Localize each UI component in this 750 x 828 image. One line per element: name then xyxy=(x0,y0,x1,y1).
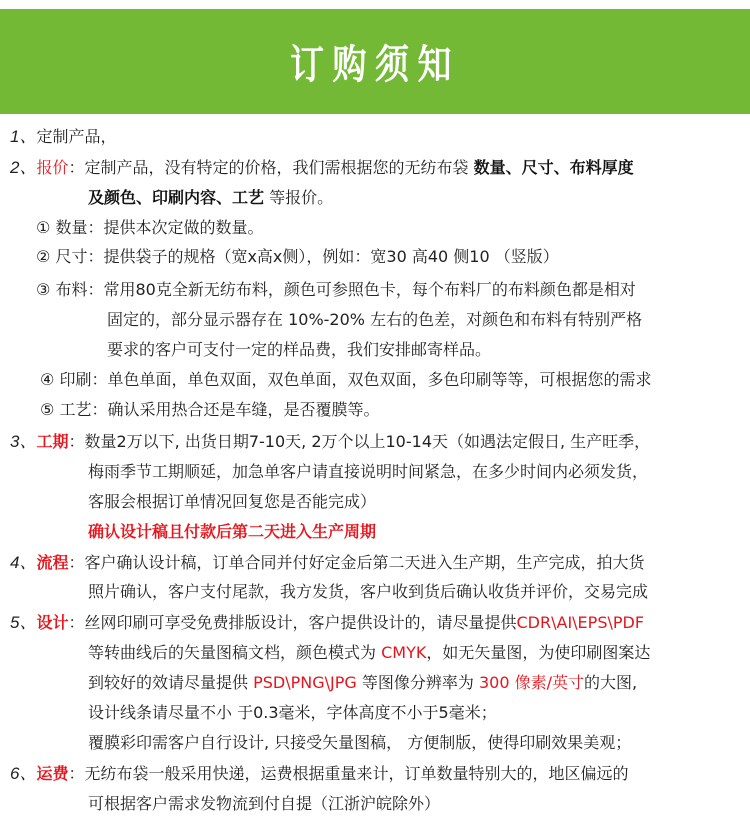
sub-item-printing xyxy=(40,370,651,390)
section-text: 定制产品， xyxy=(36,127,117,146)
item-text: ：提供本次定做的数量。 xyxy=(87,218,264,237)
section-text: 到较好的效请尽量提供 xyxy=(88,673,254,692)
section-text-bold: 数量、尺寸、布料厚度 xyxy=(473,158,634,177)
sub-item-fabric xyxy=(36,280,636,300)
file-formats-vector: CDR\AI\EPS\PDF xyxy=(516,613,645,632)
item-marker: ④ xyxy=(40,370,55,389)
section-text: 等报价。 xyxy=(264,188,334,207)
section-label: 工期 xyxy=(36,432,69,451)
section-3-notice xyxy=(88,522,376,542)
section-text: 等图像分辨率为 xyxy=(356,673,479,692)
section-text: ：无纺布袋一般采用快递，运费根据重量来计，订单数量特别大的，地区偏远的 xyxy=(68,764,629,783)
section-text: ：客户确认设计稿，订单合同并付好定金后第二天进入生产期，生产完成，拍大货 xyxy=(68,553,645,572)
file-formats-raster: PSD\PNG\JPG xyxy=(253,673,357,692)
section-2-quote xyxy=(10,158,634,178)
section-text: 照片确认，客户支付尾款，我方发货，客户收到货后确认收货并评价，交易完成 xyxy=(88,582,649,601)
section-text: 等转曲线后的矢量图稿文档，颜色模式为 xyxy=(88,643,382,662)
section-text: 可根据客户需求发物流到付自提（江浙沪皖除外） xyxy=(88,794,441,813)
section-text: 设计线条请尽量不小 于0.3毫米，字体高度不小于5毫米； xyxy=(88,703,497,722)
section-number: 5、 xyxy=(10,613,37,632)
section-5-design xyxy=(10,613,644,633)
section-text: ：数量2万以下, 出货日期7-10天, 2万个以上10-14天（如遇法定假日, 生产旺季， xyxy=(68,432,651,451)
section-3-lead-time xyxy=(10,432,650,452)
color-mode: CMYK xyxy=(381,643,427,662)
section-number: 6、 xyxy=(10,764,37,783)
sub-item-fabric-cont-2 xyxy=(107,340,491,360)
item-label: 数量 xyxy=(55,218,88,237)
item-label: 布料 xyxy=(55,280,88,299)
resolution: 300 像素/英寸 xyxy=(478,673,584,692)
item-text: 固定的，部分显示器存在 10%-20% 左右的色差，对颜色和布料有特别严格 xyxy=(107,310,643,329)
section-1 xyxy=(10,127,116,147)
section-5-line-3 xyxy=(88,673,637,693)
sub-item-fabric-cont-1 xyxy=(107,310,642,330)
section-6-shipping xyxy=(10,764,629,784)
section-label: 报价 xyxy=(36,158,69,177)
section-number: 1、 xyxy=(10,127,37,146)
section-6-line-2 xyxy=(88,794,440,814)
section-number: 2、 xyxy=(10,158,37,177)
section-3-line-2 xyxy=(88,462,648,482)
section-label: 设计 xyxy=(36,613,69,632)
item-label: 尺寸 xyxy=(55,247,88,266)
section-5-line-5 xyxy=(88,733,631,753)
section-5-line-4 xyxy=(88,703,497,723)
item-marker: ⑤ xyxy=(40,400,55,419)
item-marker: ③ xyxy=(36,280,51,299)
sub-item-quantity xyxy=(36,218,263,238)
section-text: ，如无矢量图，为使印刷图案达 xyxy=(426,643,651,662)
section-4-line-2 xyxy=(88,582,648,602)
item-label: 工艺 xyxy=(59,400,92,419)
section-2-line-2 xyxy=(88,188,333,208)
sub-item-craft xyxy=(40,400,379,420)
section-text: ：丝网印刷可享受免费排版设计，客户提供设计的，请尽量提供 xyxy=(68,613,517,632)
section-3-line-3 xyxy=(88,492,376,512)
header-banner xyxy=(0,9,750,114)
section-text: 客服会根据订单情况回复您是否能完成） xyxy=(88,492,377,511)
section-text: 的大图, xyxy=(584,673,638,692)
notice-text: 确认设计稿且付款后第二天进入生产周期 xyxy=(88,522,377,541)
item-marker: ① xyxy=(36,218,51,237)
section-text: ：定制产品，没有特定的价格，我们需根据您的无纺布袋 xyxy=(68,158,474,177)
item-text: ：单色单面，单色双面，双色单面，双色双面，多色印刷等等，可根据您的需求 xyxy=(91,370,652,389)
item-text: ：确认采用热合还是车缝，是否覆膜等。 xyxy=(91,400,380,419)
item-text: ：提供袋子的规格（宽x高x侧），例如：宽30 高40 侧10 （竖版） xyxy=(87,247,559,266)
item-label: 印刷 xyxy=(59,370,92,389)
section-number: 4、 xyxy=(10,553,37,572)
section-label: 运费 xyxy=(36,764,69,783)
item-text: ：常用80克全新无纺布料，颜色可参照色卡，每个布料厂的布料颜色都是相对 xyxy=(87,280,636,299)
section-5-line-2 xyxy=(88,643,650,663)
sub-item-size xyxy=(36,247,559,267)
section-text-bold: 及颜色、印刷内容、工艺 xyxy=(88,188,265,207)
section-label: 流程 xyxy=(36,553,69,572)
item-marker: ② xyxy=(36,247,51,266)
page-title: 订购须知 xyxy=(290,42,460,88)
section-4-process xyxy=(10,553,645,573)
section-number: 3、 xyxy=(10,432,37,451)
section-text: 覆膜彩印需客户自行设计, 只接受矢量图稿， 方便制版，使得印刷效果美观； xyxy=(88,733,632,752)
section-text: 梅雨季节工期顺延，加急单客户请直接说明时间紧急，在多少时间内必须发货， xyxy=(88,462,649,481)
item-text: 要求的客户可支付一定的样品费，我们安排邮寄样品。 xyxy=(107,340,492,359)
